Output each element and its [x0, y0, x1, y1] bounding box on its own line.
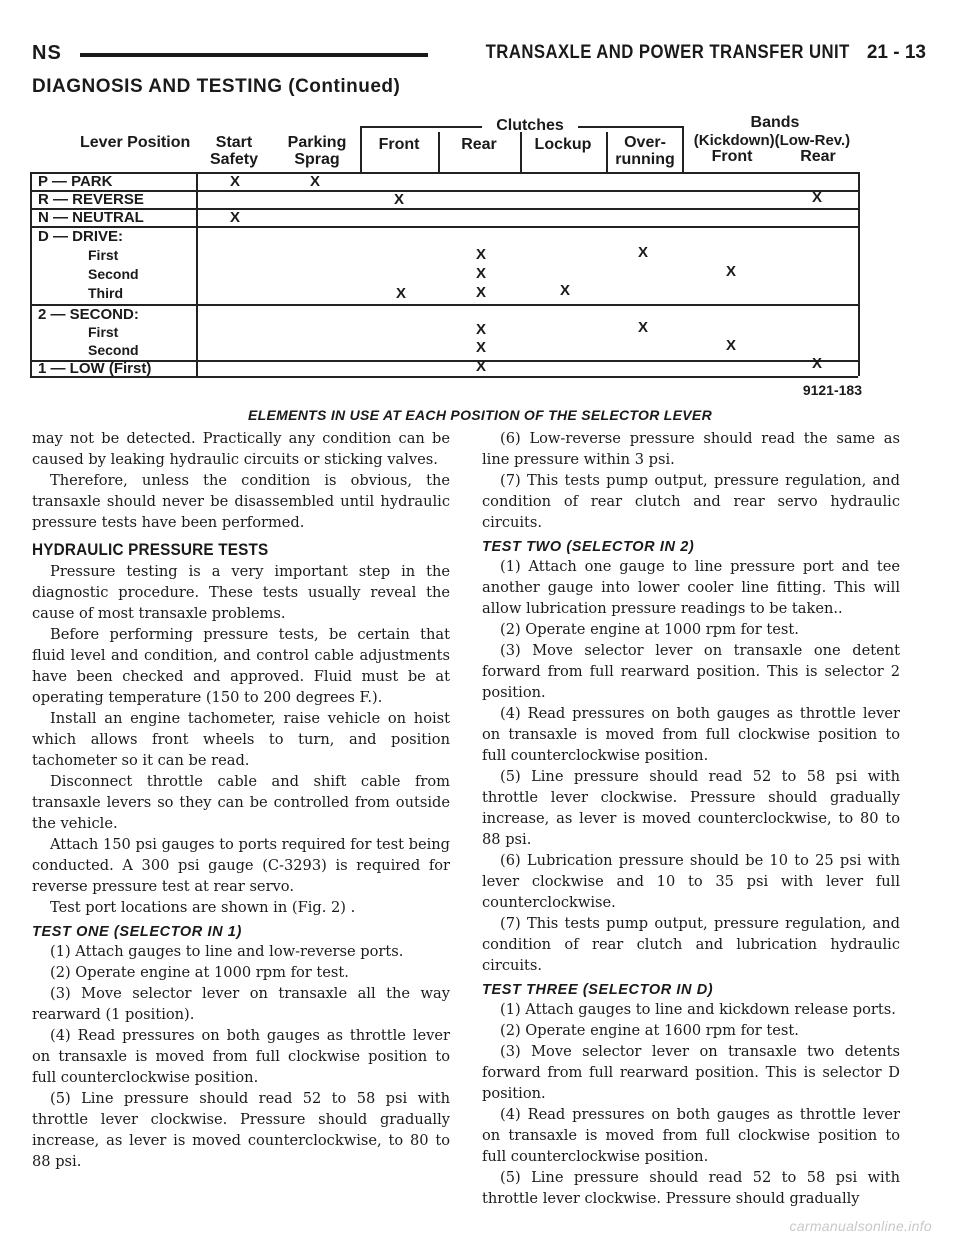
hdr-clutches: Clutches [482, 117, 578, 134]
paragraph: (4) Read pressures on both gauges as throttle lever on transaxle is moved from full clockwise position to full counterclockwise position. [482, 1106, 900, 1165]
mark-x: X [475, 246, 486, 263]
mark-x: X [475, 339, 486, 356]
hdr-parking-sprag: Parking Sprag [287, 134, 347, 168]
paragraph: Disconnect throttle cable and shift cable from transaxle levers so they can be controlled from outside the vehicle. [32, 773, 450, 832]
divider [520, 132, 522, 172]
hdr-overrunning: Over- running [615, 134, 675, 168]
paragraph: (7) This tests pump output, pressure regulation, and condition of rear clutch and lubrication hydraulic circuits. [482, 915, 900, 974]
row-rule [30, 360, 858, 362]
watermark: carmanualsonline.info [789, 1218, 932, 1234]
mark-x: X [559, 282, 570, 299]
row-rule [30, 172, 858, 174]
paragraph: (2) Operate engine at 1000 rpm for test. [500, 621, 799, 638]
left-column [32, 428, 450, 1172]
mark-x: X [475, 321, 486, 338]
paragraph: (6) Low-reverse pressure should read the same as line pressure within 3 psi. [482, 430, 900, 468]
hdr-bands: Bands [750, 114, 800, 131]
paragraph: (6) Lubrication pressure should be 10 to 25 psi with lever clockwise and 10 to 35 psi with lever full counterclockwise. [482, 852, 900, 911]
mark-x: X [811, 355, 822, 372]
right-column [482, 428, 900, 1209]
paragraph: Before performing pressure tests, be certain that fluid level and condition, and control cable adjustments have been checked and approved. Fluid must be at operating temperature (150 to 200 degrees F.). [32, 626, 450, 706]
row-rule [30, 376, 858, 378]
paragraph: (1) Attach gauges to line and kickdown release ports. [500, 1001, 896, 1018]
divider [682, 126, 684, 172]
paragraph: Pressure testing is a very important step in the diagnostic procedure. These tests usually reveal the cause of most transaxle problems. [32, 563, 450, 622]
mark-x: X [637, 244, 648, 261]
subsection-heading: TEST ONE (SELECTOR IN 1) [32, 924, 242, 940]
row-sub-drive-first: First [88, 247, 119, 263]
mark-x: X [475, 265, 486, 282]
row-rule [30, 304, 858, 306]
paragraph: (5) Line pressure should read 52 to 58 psi with throttle lever clockwise. Pressure should gradually increase, as lever is moved counterclockwise, to 80 to 88 psi. [32, 1090, 450, 1170]
paragraph: Attach 150 psi gauges to ports required for test being conducted. A 300 psi gauge (C-3293) is required for reverse pressure test at rear servo. [32, 836, 450, 895]
mark-x: X [309, 173, 320, 190]
hdr-rear: Rear [461, 136, 497, 153]
row-label-reverse: R — REVERSE [38, 191, 144, 208]
hdr-band-rear: Rear [800, 148, 836, 165]
row-sub-drive-third: Third [88, 285, 123, 301]
paragraph: Install an engine tachometer, raise vehicle on hoist which allows front wheels to turn, and position tachometer so it can be read. [32, 710, 450, 769]
paragraph: (3) Move selector lever on transaxle two detents forward from full rearward position. This is selector D position. [482, 1043, 900, 1102]
row-label-low: 1 — LOW (First) [38, 360, 152, 377]
row-rule [30, 190, 858, 192]
hdr-kickdown-lowrev: (Kickdown)(Low-Rev.) [693, 132, 851, 149]
paragraph: (5) Line pressure should read 52 to 58 psi with throttle lever clockwise. Pressure should gradually increase, as lever is moved counterclockwise, to 80 to 88 psi. [482, 768, 900, 848]
col-rule [30, 172, 32, 376]
row-sub-drive-second: Second [88, 266, 139, 282]
header-title: TRANSAXLE AND POWER TRANSFER UNIT [485, 42, 850, 63]
hdr-lockup: Lockup [534, 136, 592, 153]
page-number: 21 - 13 [866, 42, 926, 63]
paragraph: (4) Read pressures on both gauges as throttle lever on transaxle is moved from full clockwise position to full counterclockwise position. [482, 705, 900, 764]
divider [578, 126, 682, 128]
header-rule [80, 53, 428, 57]
mark-x: X [811, 189, 822, 206]
paragraph: (2) Operate engine at 1000 rpm for test. [50, 964, 349, 981]
row-label-second: 2 — SECOND: [38, 306, 139, 323]
running-header [32, 34, 928, 64]
figure-id: 9121-183 [802, 382, 862, 398]
paragraph: (4) Read pressures on both gauges as throttle lever on transaxle is moved from full clockwise position to full counterclockwise position. [32, 1027, 450, 1086]
paragraph: (2) Operate engine at 1600 rpm for test. [500, 1022, 799, 1039]
divider [438, 132, 440, 172]
mark-x: X [475, 358, 486, 375]
paragraph: Test port locations are shown in (Fig. 2) . [50, 899, 356, 916]
row-rule [30, 226, 858, 228]
hdr-start-safety: Start Safety [209, 134, 259, 168]
mark-x: X [475, 284, 486, 301]
section-heading: HYDRAULIC PRESSURE TESTS [32, 540, 269, 559]
row-sub-second-first: First [88, 324, 119, 340]
row-sub-second-second: Second [88, 342, 139, 358]
hdr-lever-position: Lever Position [80, 134, 191, 151]
divider [360, 126, 362, 172]
mark-x: X [229, 209, 240, 226]
row-rule [30, 208, 858, 210]
row-label-neutral: N — NEUTRAL [38, 209, 144, 226]
header-ns: NS [32, 42, 62, 64]
divider [360, 126, 482, 128]
mark-x: X [395, 285, 406, 302]
col-rule [858, 172, 860, 376]
col-rule [196, 172, 198, 376]
paragraph: (5) Line pressure should read 52 to 58 psi with throttle lever clockwise. Pressure should gradually [482, 1169, 900, 1207]
mark-x: X [725, 263, 736, 280]
paragraph: Therefore, unless the condition is obvious, the transaxle should never be disassembled until hydraulic pressure tests have been performed. [32, 472, 450, 531]
divider [606, 132, 608, 172]
subsection-heading: TEST TWO (SELECTOR IN 2) [482, 539, 695, 555]
hdr-band-front: Front [711, 148, 753, 165]
paragraph: may not be detected. Practically any condition can be caused by leaking hydraulic circuits or sticking valves. [32, 430, 450, 468]
hdr-front: Front [378, 136, 420, 153]
paragraph: (7) This tests pump output, pressure regulation, and condition of rear clutch and rear servo hydraulic circuits. [482, 472, 900, 531]
mark-x: X [637, 319, 648, 336]
paragraph: (3) Move selector lever on transaxle one detent forward from full rearward position. This is selector 2 position. [482, 642, 900, 701]
mark-x: X [229, 173, 240, 190]
selector-lever-table [30, 112, 870, 412]
mark-x: X [725, 337, 736, 354]
paragraph: (1) Attach gauges to line and low-reverse ports. [50, 943, 404, 960]
row-label-drive: D — DRIVE: [38, 228, 124, 245]
row-label-park: P — PARK [38, 173, 113, 190]
paragraph: (1) Attach one gauge to line pressure port and tee another gauge into lower cooler line fitting. This will allow lubrication pressure readings to be taken.. [482, 558, 900, 617]
section-title: DIAGNOSIS AND TESTING (Continued) [32, 76, 401, 97]
paragraph: (3) Move selector lever on transaxle all the way rearward (1 position). [32, 985, 450, 1023]
figure-caption: ELEMENTS IN USE AT EACH POSITION OF THE SELECTOR LEVER [248, 407, 712, 423]
subsection-heading: TEST THREE (SELECTOR IN D) [482, 982, 714, 998]
mark-x: X [393, 191, 404, 208]
